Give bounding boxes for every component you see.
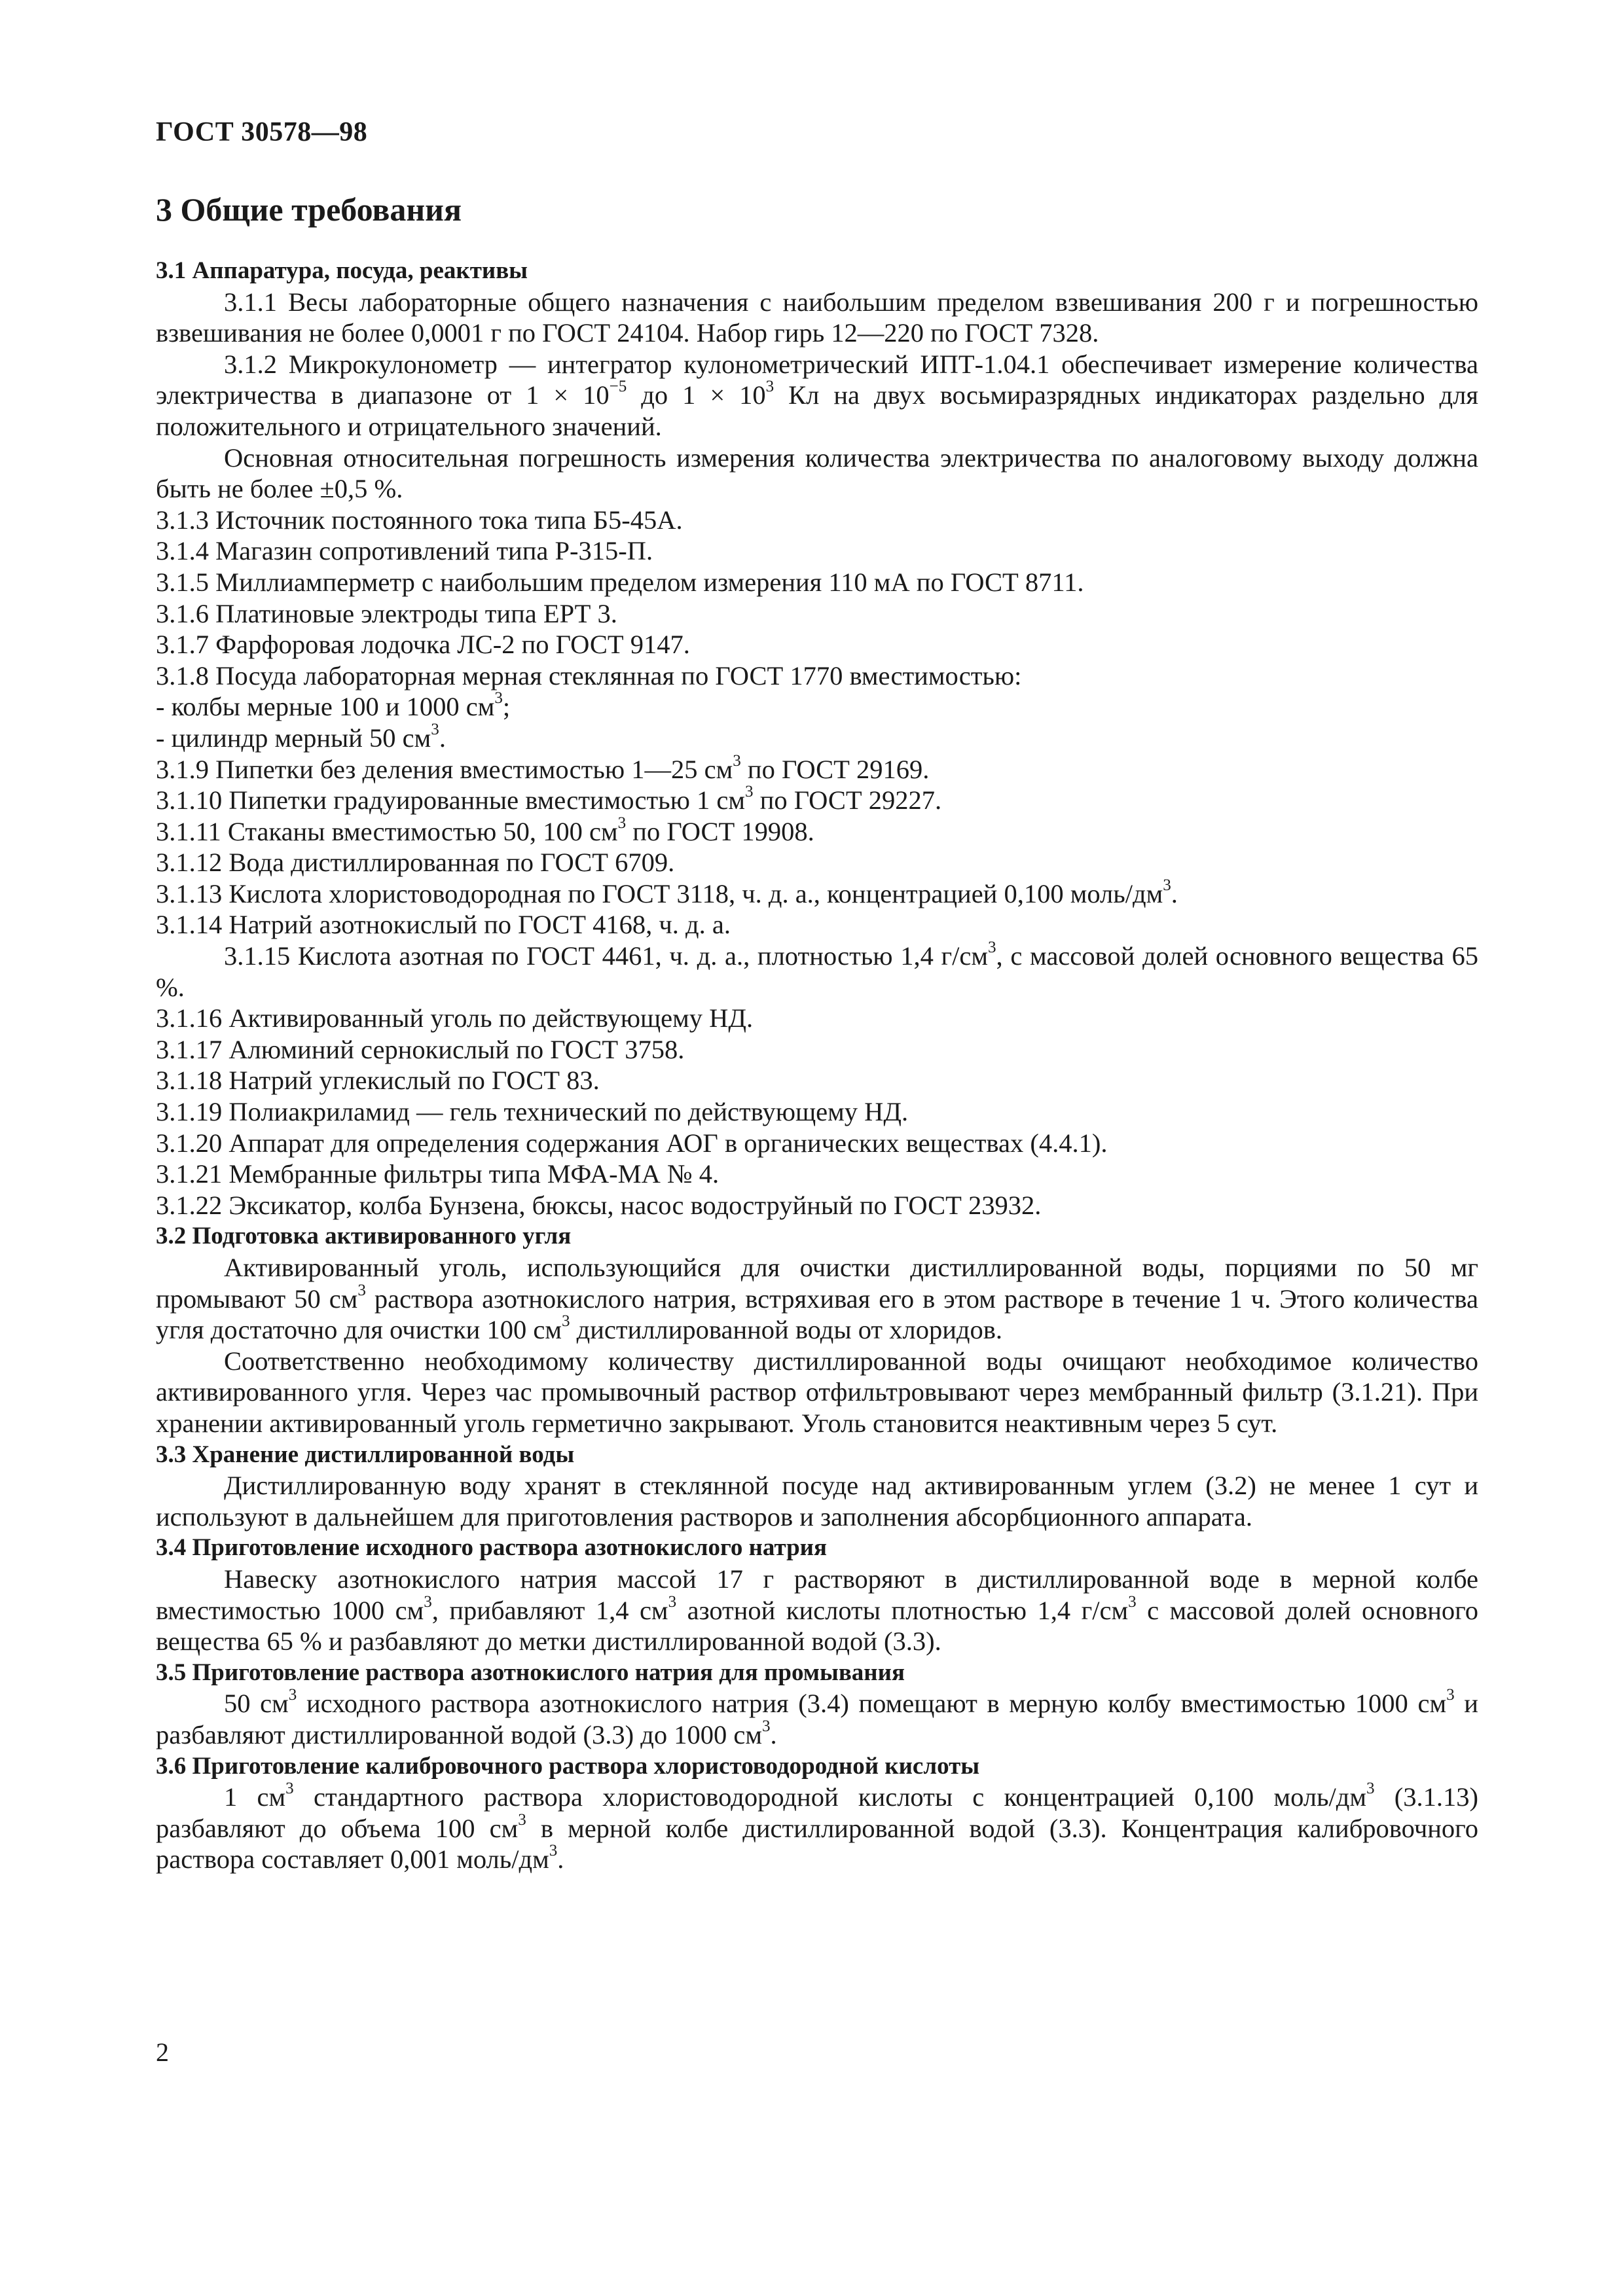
subsection-title-3-6: 3.6 Приготовление калибровочного раствора хлористоводородной кислоты [156,1752,980,1780]
page-number: 2 [156,2037,169,2067]
item-3-1-4: 3.1.4 Магазин сопротивлений типа Р-315-П. [156,536,653,566]
item-3-1-14: 3.1.14 Натрий азотнокислый по ГОСТ 4168, ч. д. а. [156,910,731,940]
item-3-1-18: 3.1.18 Натрий углекислый по ГОСТ 83. [156,1066,600,1096]
subsection-title-3-1: 3.1 Аппаратура, посуда, реактивы [156,257,528,284]
paragraph-3-4-1: Навеску азотнокислого натрия массой 17 г растворяют в дистиллированной воде в мерной колбе вместимостью 1000 $см^3$, прибавляют 1,4 $см^3$ азотной кислоты плотностью 1,4 $г/см^3$ с массовой долей основного вещества 65 % и разбавляют до метки дистиллированной водой (3.3). [156,1564,1479,1657]
item-3-1-11: 3.1.11 Стаканы вместимостью 50, 100 $см^3$ по ГОСТ 19908. [156,814,814,846]
item-3-1-9: 3.1.9 Пипетки без деления вместимостью 1—25 $см^3$ по ГОСТ 29169. [156,751,930,784]
subsection-title-3-5: 3.5 Приготовление раствора азотнокислого натрия для промывания [156,1659,905,1686]
item-3-1-12: 3.1.12 Вода дистиллированная по ГОСТ 6709. [156,848,675,878]
item-3-1-8: 3.1.8 Посуда лабораторная мерная стеклянная по ГОСТ 1770 вместимостью: [156,660,1022,691]
item-3-1-1: 3.1.1 Весы лабораторные общего назначения с наибольшим пределом взвешивания 200 г и погрешностью взвешивания не более 0,0001 г по ГОСТ 24104. Набор гирь 12—220 по ГОСТ 7328. [156,287,1478,348]
paragraph-3-2-2: Соответственно необходимому количеству дистиллированной воды очищают необходимое количество активированного угля. Через час промывочный раствор отфильтровывают через мембранный фильтр (3.1.21). При хранении активированный уголь герметично закрывают. Уголь становится неактивным через 5 сут. [156,1346,1478,1438]
item-3-1-19: 3.1.19 Полиакриламид — гель технический по действующему НД. [156,1097,909,1127]
section-3-body [156,190,1478,1875]
item-3-1-15: 3.1.15 Кислота азотная по ГОСТ 4461, ч. д. а., плотностью 1,4 $г/см^3$, с массовой долей основного вещества 65 %. [156,939,1478,1002]
section-title: 3 Общие требования [156,191,462,228]
paragraph-3-2-1: Активированный уголь, использующийся для очистки дистиллированной воды, порциями по 50 мг промывают 50 $см^3$ раствора азотнокислого натрия, встряхивая его в этом растворе в течение 1 ч. Этого количества угля достаточно для очистки 100 $см^3$ дистиллированной воды от хлоридов. [156,1253,1478,1345]
item-3-1-17: 3.1.17 Алюминий сернокислый по ГОСТ 3758. [156,1034,685,1064]
subsection-title-3-2: 3.2 Подготовка активированного угля [156,1223,572,1250]
paragraph-3-5-1: 50 $см^3$ исходного раствора азотнокислого натрия (3.4) помещают в мерную колбу вместимостью 1000 $см^3$ и разбавляют дистиллированной водой (3.3) до 1000 $см^3$. [156,1686,1478,1749]
subsection-title-3-4: 3.4 Приготовление исходного раствора азотнокислого натрия [156,1534,827,1562]
paragraph-error-limit: Основная относительная погрешность измерения количества электричества по аналоговому выходу должна быть не более ±0,5 %. [156,442,1478,504]
item-3-1-6: 3.1.6 Платиновые электроды типа ЕРТ 3. [156,598,617,628]
item-3-1-3: 3.1.3 Источник постоянного тока типа Б5-45А. [156,505,683,535]
item-3-1-22: 3.1.22 Эксикатор, колба Бунзена, бюксы, насос водоструйный по ГОСТ 23932. [156,1190,1042,1220]
item-3-1-5: 3.1.5 Миллиамперметр с наибольшим пределом измерения 110 мА по ГОСТ 8711. [156,567,1084,597]
item-3-1-2: 3.1.2 Микрокулонометр — интегратор кулонометрический ИПТ-1.04.1 обеспечивает измерение количества электричества в диапазоне от $1 \times 10^{-5}$ до $1 \times 10^3$ Кл на двух восьмиразрядных индикаторах раздельно для положительного и отрицательного значений. [156,349,1478,441]
paragraph-3-3-1: Дистиллированную воду хранят в стеклянной посуде над активированным углем (3.2) не менее 1 сут и используют в дальнейшем для приготовления растворов и заполнения абсорбционного аппарата. [156,1471,1478,1532]
item-3-1-21: 3.1.21 Мембранные фильтры типа МФА-МА № 4. [156,1159,720,1189]
document-id-header: ГОСТ 30578—98 [156,117,368,147]
item-3-1-13: 3.1.13 Кислота хлористоводородная по ГОСТ 3118, ч. д. а., концентрацией 0,100 моль/$дм^3$. [156,876,1178,908]
item-3-1-8-cylinder: - цилиндр мерный 50 $см^3$. [156,721,446,753]
item-3-1-8-flasks: - колбы мерные 100 и 1000 $см^3$; [156,689,511,722]
subsection-title-3-3: 3.3 Хранение дистиллированной воды [156,1441,575,1468]
item-3-1-7: 3.1.7 Фарфоровая лодочка ЛС-2 по ГОСТ 9147. [156,630,690,660]
item-3-1-16: 3.1.16 Активированный уголь по действующему НД. [156,1003,754,1033]
paragraph-3-6-1: 1 $см^3$ стандартного раствора хлористоводородной кислоты с концентрацией 0,100 моль/$дм^3$ (3.1.13) разбавляют до объема 100 $см^3$ в мерной колбе дистиллированной водой (3.3). Концентрация калибровочного раствора составляет 0,001 моль/$дм^3$. [156,1780,1478,1874]
item-3-1-10: 3.1.10 Пипетки градуированные вместимостью 1 $см^3$ по ГОСТ 29227. [156,783,942,816]
item-3-1-20: 3.1.20 Аппарат для определения содержания АОГ в органических веществах (4.4.1). [156,1128,1108,1158]
